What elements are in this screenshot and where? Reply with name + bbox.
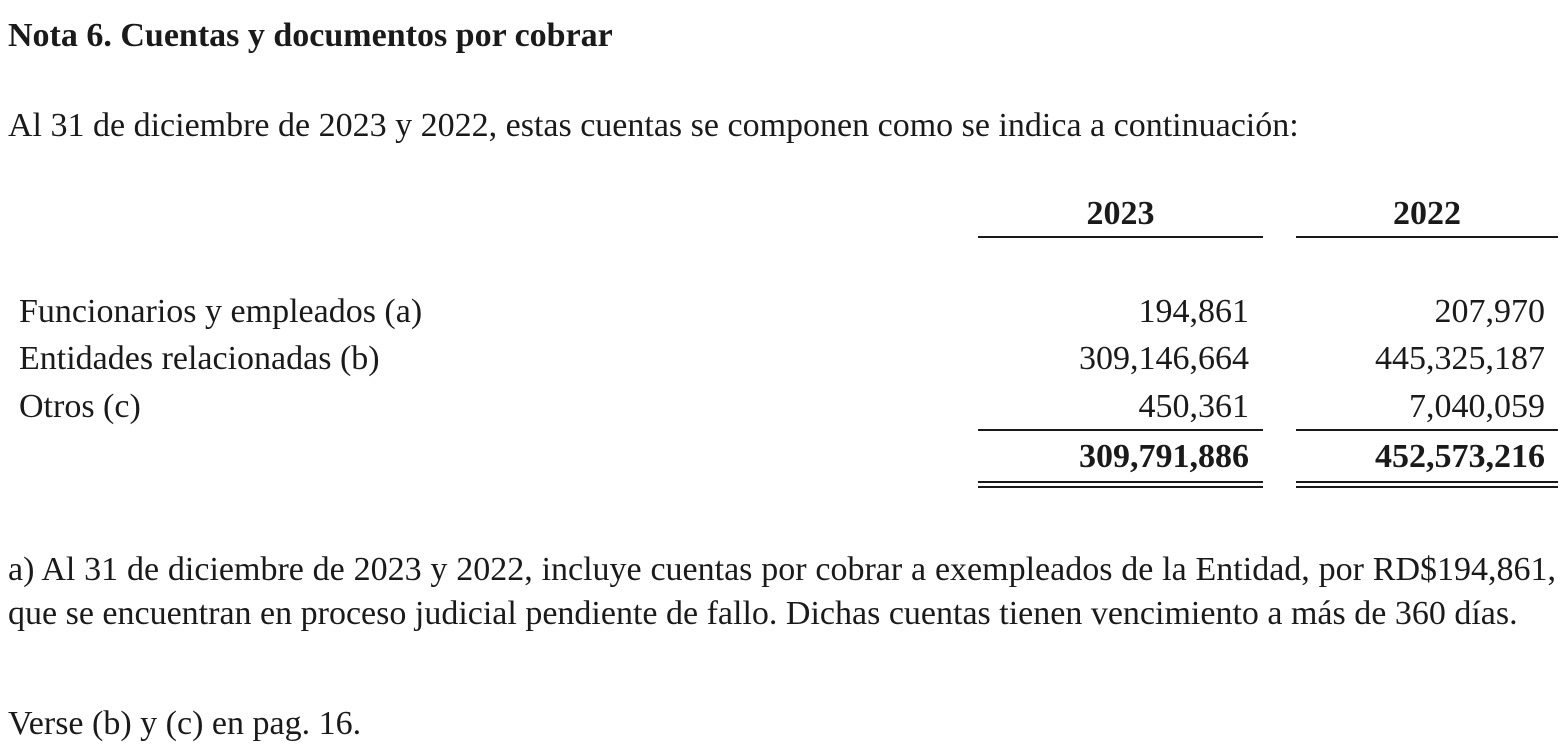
header-underline-2023 (978, 236, 1263, 238)
row-label: Funcionarios y empleados (a) (19, 293, 423, 330)
column-header-2022: 2022 (1393, 195, 1461, 232)
total-2023: 309,791,886 (1079, 438, 1249, 475)
note-title: Nota 6. Cuentas y documentos por cobrar (8, 17, 613, 54)
intro-paragraph: Al 31 de diciembre de 2023 y 2022, estas cuentas se componen como se indica a continuación: (8, 107, 1299, 144)
footnote-a: a) Al 31 de diciembre de 2023 y 2022, incluye cuentas por cobrar a exempleados de la Entidad, por RD$194,861, que se encuentran en proceso judicial pendiente de fallo. Dichas cuentas tienen vencimiento a más de 360 días. (8, 551, 1556, 632)
value-2023: 450,361 (1138, 388, 1249, 425)
total-row (0, 433, 1563, 481)
table-row (0, 383, 1563, 431)
value-2022: 7,040,059 (1409, 388, 1545, 425)
subtotal-rule-2022 (1296, 429, 1558, 431)
table-row (0, 288, 1563, 336)
row-label: Entidades relacionadas (b) (19, 340, 380, 377)
table-row (0, 335, 1563, 383)
value-2022: 207,970 (1434, 293, 1545, 330)
row-label: Otros (c) (19, 388, 141, 425)
header-underline-2022 (1296, 236, 1558, 238)
subtotal-rule-2023 (978, 429, 1263, 431)
value-2023: 194,861 (1138, 293, 1249, 330)
value-2022: 445,325,187 (1375, 340, 1545, 377)
column-header-2023: 2023 (1086, 195, 1155, 232)
value-2023: 309,146,664 (1079, 340, 1249, 377)
total-2022: 452,573,216 (1375, 438, 1545, 475)
total-double-rule-2023 (978, 481, 1263, 488)
total-double-rule-2022 (1296, 481, 1558, 488)
cross-reference: Verse (b) y (c) en pag. 16. (8, 705, 362, 742)
